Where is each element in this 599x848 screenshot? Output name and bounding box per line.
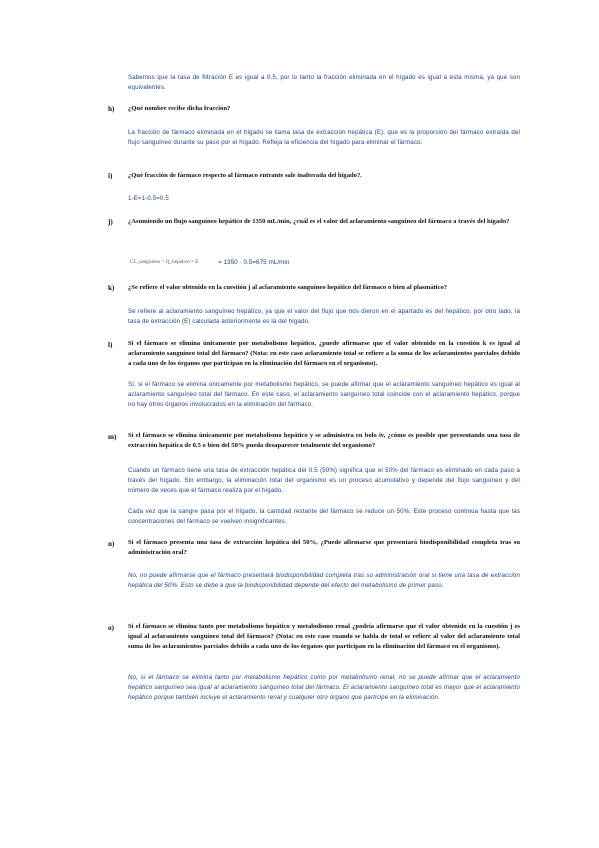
answer-m-paragraph-2: Cada vez que la sangre pasa por el hígado, la cantidad restante del fármaco se reduce un 50%. Este proceso continúa hasta que las concentraciones del fármaco se vuelven insignificantes.: [128, 508, 520, 525]
answer-m-paragraph-1: Cuando un fármaco tiene una tasa de extracción hepática del 0.5 (50%) significa que el 50% del fármaco es eliminado en cada paso a través del hígado. Sin embargo, la eliminación total del organismo es un proceso acumulativo y depende del flujo sanguíneo y del número de veces que el fármaco realiza por el hígado.: [128, 467, 520, 494]
formula-result: = 1350 · 0.5=675 mL/min: [218, 259, 290, 266]
question-l: Si el fármaco se elimina únicamente por metabolismo hepático, ¿puede afirmarse que el valor obtenido en la cuestión k es igual al aclaramiento sanguíneo total del fármaco? (Nota: en este caso aclaramiento total se refiere a la suma de los aclaramientos parciales debido a cada uno de los órganos que participan en la eliminación del fármaco en el organismo).: [128, 340, 520, 367]
answer-n: No, no puede afirmarse que el fármaco presentará biodisponibilidad completa tras su administración oral si tiene una tasa de extracción hepática del 50%. Esto se debe a que la biodisponibilidad depende del efecto del metabolismo de primer paso.: [128, 572, 520, 589]
question-i: ¿Qué fracción de fármaco respecto al fármaco entrante sale inalterada del hígado?.: [128, 172, 362, 179]
formula-image: CL_sanguíneo = Q_hepático × E: [130, 259, 199, 265]
question-letter-n: n): [108, 540, 115, 548]
answer-l: Sí, si el fármaco se elimina únicamente por metabolismo hepático, se puede afirmar que el aclaramiento sanguíneo hepático es igual al aclaramiento sanguíneo total del fármaco. En este caso, el aclaramiento sanguíneo total coincide con el aclaramiento hepático, porque no hay otros órganos involucrados en la eliminación del fármaco.: [128, 381, 520, 408]
question-n: Si el fármaco presenta una tasa de extracción hepática del 50%, ¿Puede afirmarse que presentará biodisponibilidad completa tras su administración oral?: [128, 539, 520, 556]
question-k: ¿Se refiere el valor obtenido en la cuestión j al aclaramiento sanguíneo hepático del fármaco o bien al plasmático?: [128, 284, 448, 291]
question-j: ¿Asumiendo un flujo sanguíneo hepático de 1350 mL/min, ¿cuál es el valor del aclaramiento sanguíneo del fármaco a través del hígado?: [128, 218, 510, 225]
question-letter-i: i): [108, 172, 113, 180]
answer-g: Sabemos que la tasa de filtración E es igual a 0.5, por lo tanto la fracción eliminada en el hígado es igual a esta misma, ya que son equivalentes.: [128, 74, 520, 91]
question-letter-o: o): [108, 624, 114, 632]
question-letter-l: l): [108, 341, 113, 349]
answer-k: Se refiere al aclaramiento sanguíneo hepático, ya que el valor del flujo que nos dieron en el apartado es del hepático, por otro lado, la tasa de extracción (E) calculada anteriormente es la del hígado.: [128, 308, 520, 325]
question-letter-j: j): [108, 218, 113, 226]
question-letter-k: k): [108, 284, 115, 292]
question-o: Si el fármaco se elimina tanto por metabolismo hepático y metabolismo renal ¿podría afirmarse que el valor obtenido en la cuestión j es igual al aclaramiento sanguíneo total del fármaco? (Nota: en este caso cuando se habla de total se refiere al valor del aclaramiento total suma de los aclaramientos parciales debido a cada uno de los órganos que participan en la eliminación del fármaco en el organismo).: [128, 623, 520, 650]
question-h: ¿Qué nombre recibe dicha fracción?: [128, 105, 231, 112]
answer-o: No, si el fármaco se elimina tanto por metabolismo hepático como por metabolismo renal, no se puede afirmar que el aclaramiento hepático sanguíneo sea igual al aclaramiento sanguíneo total del fármaco. El aclaramiento sanguíneo total es mayor que el aclaramiento hepático porque también incluye el aclaramiento renal y cualquier otro órgano que participe en la eliminación.: [128, 674, 520, 701]
question-letter-h: h): [108, 105, 115, 113]
answer-h: La fracción de fármaco eliminada en el hígado se llama tasa de extracción hepática (E), que es la proporción del fármaco extraída del flujo sanguíneo durante su paso por el hígado. Refleja la eficiencia del hígado para eliminar el fármaco.: [128, 129, 520, 146]
question-m: Si el fármaco se elimina únicamente por metabolismo hepático y se administra en bolo iv, ¿cómo es posible que presentando una tasa de extracción hepática de 0.5 o bien del 50% pueda desaparecer totalmente del organismo?: [128, 432, 520, 449]
question-letter-m: m): [108, 433, 117, 441]
answer-i: 1-E=1-0.5=0.5: [128, 195, 169, 202]
